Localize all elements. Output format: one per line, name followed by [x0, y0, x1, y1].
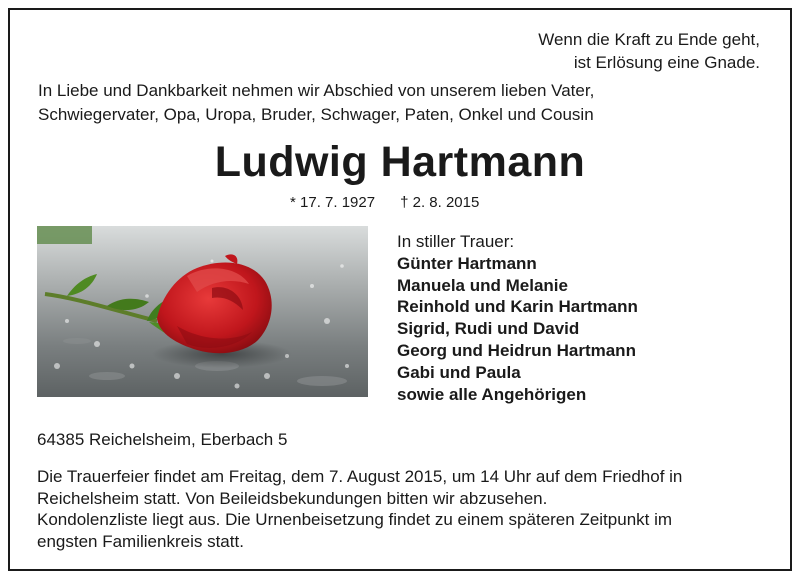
service-line: Kondolenzliste liegt aus. Die Urnenbeisetzung findet zu einem späteren Zeitpunkt im: [37, 510, 673, 529]
mourner-name: Georg und Heidrun Hartmann: [397, 340, 636, 360]
rose-photo: [37, 226, 368, 397]
service-notice: [37, 466, 757, 552]
intro-text: [38, 79, 594, 127]
epigraph-quote: [538, 28, 760, 74]
mourner-name: Günter Hartmann: [397, 253, 537, 273]
birth-date: * 17. 7. 1927: [290, 194, 376, 211]
mourner-name: Manuela und Melanie: [397, 275, 568, 295]
rose-image: [37, 226, 368, 397]
quote-line-1: Wenn die Kraft zu Ende geht,: [538, 30, 760, 49]
mourner-name: Reinhold und Karin Hartmann: [397, 297, 638, 317]
quote-line-2: ist Erlösung eine Gnade.: [573, 53, 760, 72]
service-line: Die Trauerfeier findet am Freitag, dem 7. August 2015, um 14 Uhr auf dem Friedhof in: [37, 467, 683, 486]
mourners-lead: In stiller Trauer:: [397, 232, 515, 251]
mourner-name: Sigrid, Rudi und David: [397, 319, 580, 339]
death-date: † 2. 8. 2015: [400, 194, 480, 211]
life-dates: [290, 194, 479, 211]
mourner-name: sowie alle Angehörigen: [397, 384, 587, 404]
service-line: engsten Familienkreis statt.: [37, 531, 244, 551]
mourner-name: Gabi und Paula: [397, 362, 521, 382]
intro-line-1: In Liebe und Dankbarkeit nehmen wir Abschied von unserem lieben Vater,: [38, 81, 595, 100]
service-line: Reichelsheim statt. Von Beileidsbekundungen bitten wir abzusehen.: [37, 488, 548, 508]
intro-line-2: Schwiegervater, Opa, Uropa, Bruder, Schwager, Paten, Onkel und Cousin: [38, 105, 594, 124]
mourners-list: [397, 231, 638, 405]
deceased-name: Ludwig Hartmann: [214, 138, 586, 186]
family-address: 64385 Reichelsheim, Eberbach 5: [37, 430, 288, 449]
